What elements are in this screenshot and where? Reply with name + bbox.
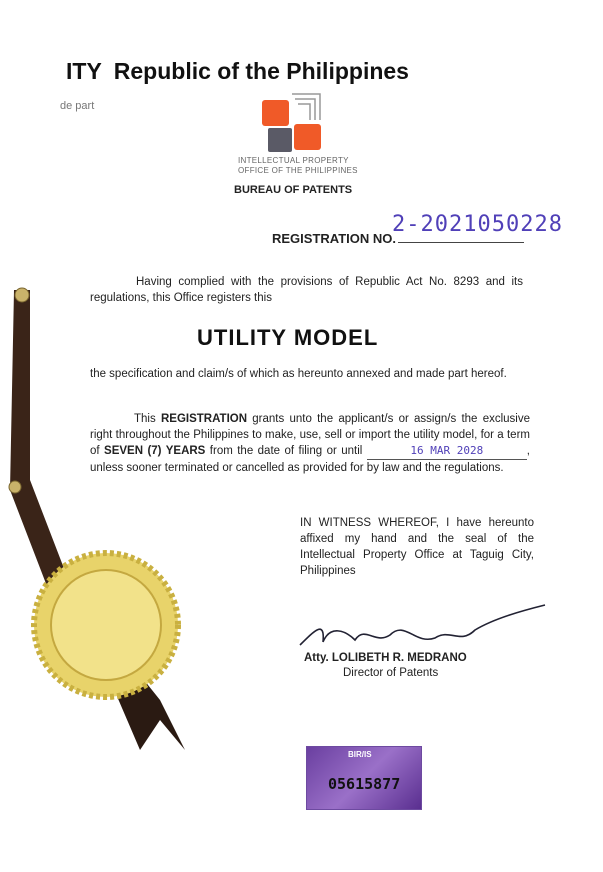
grant-text: , unless sooner terminated or cancelled as provided for by law and the regulations. xyxy=(90,445,530,474)
grant-bold: REGISTRATION xyxy=(160,413,248,425)
seal-with-ribbon xyxy=(0,280,220,750)
witness-paragraph: IN WITNESS WHEREOF, I have hereunto affixed my hand and the seal of the Intellectual Property Office at Taguig City, Philippines xyxy=(300,517,534,577)
intro-text: Having complied with the provisions of Republic Act No. 8293 and its regulations, this Office registers this xyxy=(90,276,523,304)
grant-text: This xyxy=(134,413,161,425)
registration-line xyxy=(398,242,524,243)
spec-paragraph: the specification and claim/s of which as hereunto annexed and made part hereof. xyxy=(90,368,507,380)
signatory-name: Atty. LOLIBETH R. MEDRANO xyxy=(304,652,467,664)
ipo-line2: OFFICE OF THE PHILIPPINES xyxy=(238,166,358,175)
header-title xyxy=(66,58,409,85)
country-title: Republic of the Philippines xyxy=(113,58,409,84)
term: SEVEN (7) YEARS xyxy=(104,445,206,457)
ipo-line1: INTELLECTUAL PROPERTY xyxy=(238,156,349,165)
registration-label: REGISTRATION NO. xyxy=(272,231,396,246)
stamp-header: BIR/IS xyxy=(348,750,372,759)
signature xyxy=(295,600,555,660)
ipo-name xyxy=(238,156,358,176)
ipophl-logo xyxy=(262,92,324,154)
stamp-number: 05615877 xyxy=(328,775,401,793)
header-partial: ITY xyxy=(66,58,102,84)
document-title: UTILITY MODEL xyxy=(197,325,379,350)
grant-text: from the date of filing or until xyxy=(205,445,367,457)
expiry-date: 16 MAR 2028 xyxy=(367,443,527,460)
signatory-title: Director of Patents xyxy=(343,667,439,679)
bureau-label: BUREAU OF PATENTS xyxy=(234,184,353,196)
registration-number: 2-2021050228 xyxy=(392,212,563,237)
grant-text: grants unto the applicant/s or assign/s the exclusive right throughout the Philippines to make, use, sell or import the utility model, for a term of xyxy=(90,413,531,457)
side-text: de part xyxy=(60,100,95,112)
